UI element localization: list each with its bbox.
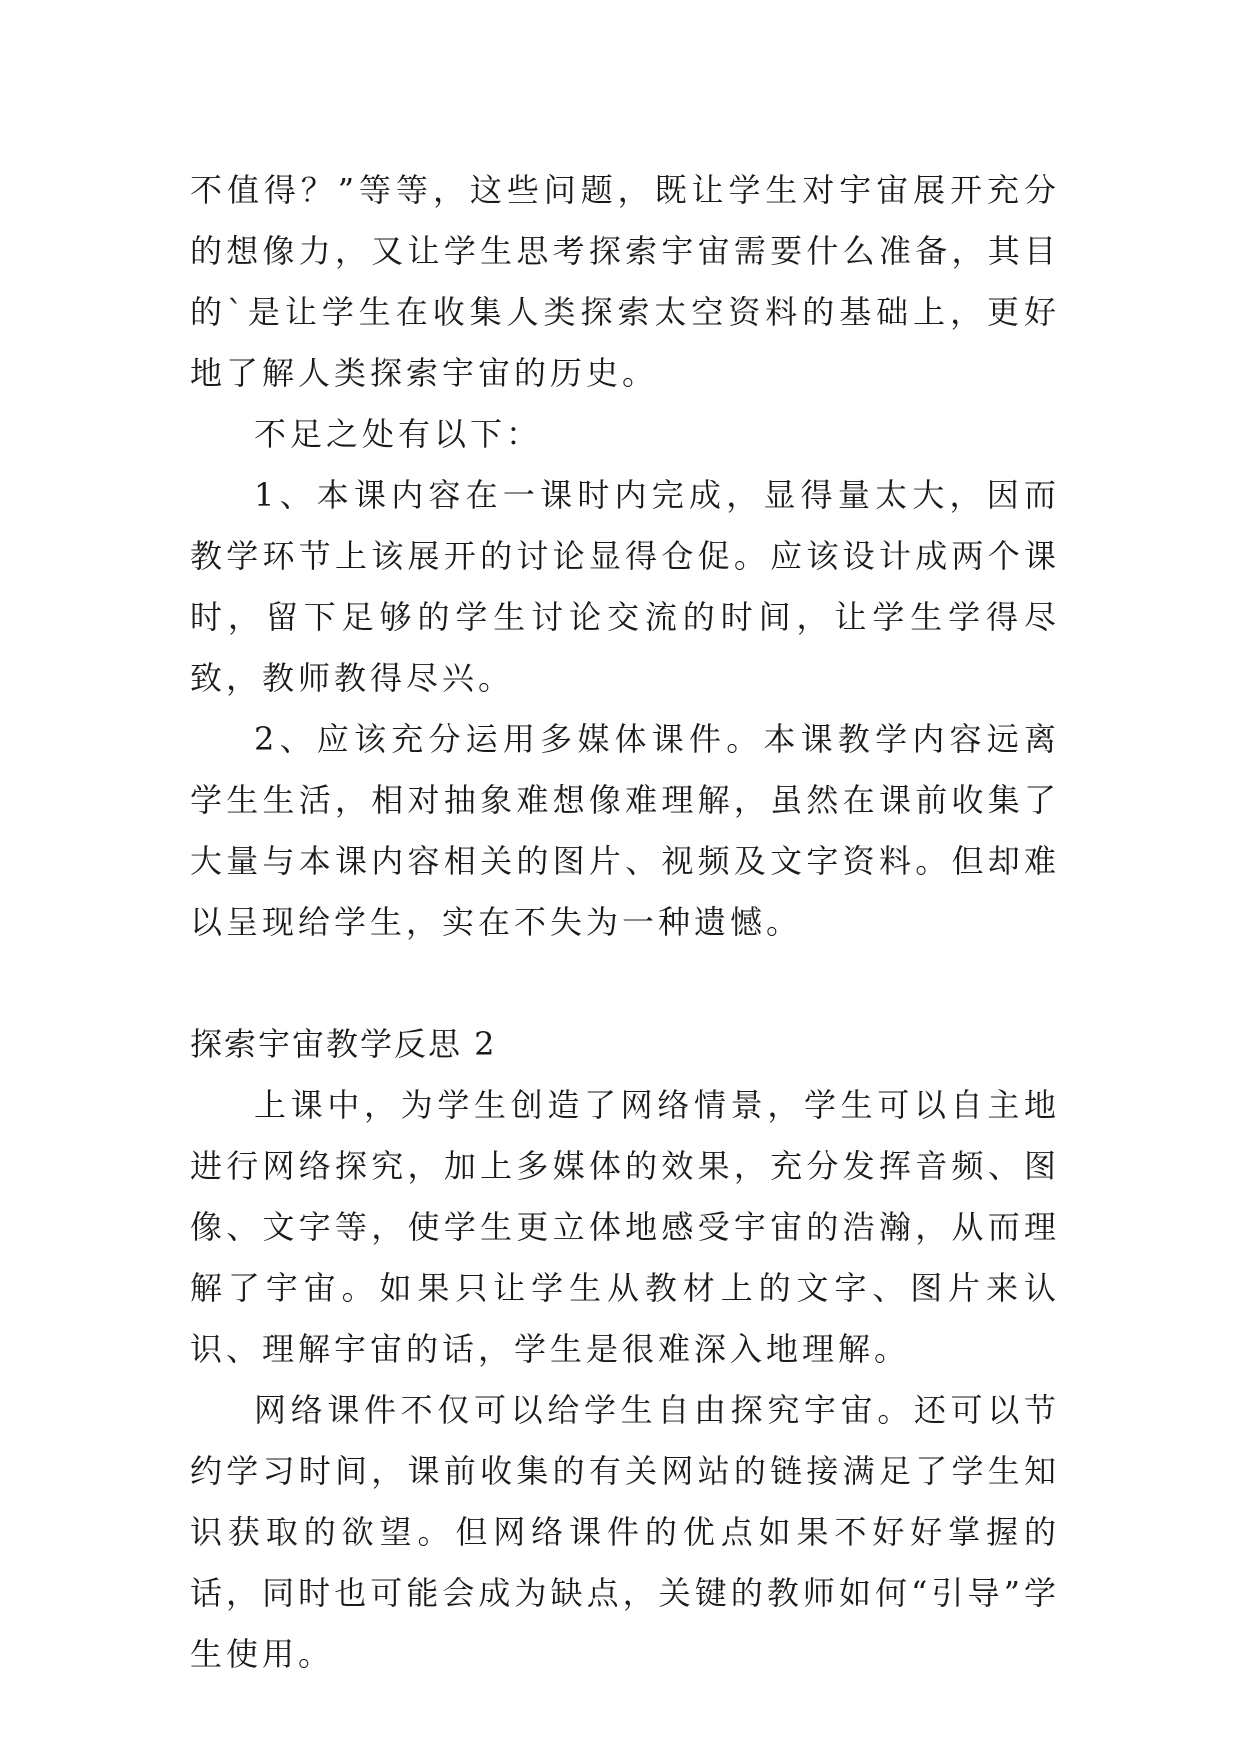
paragraph-network-scenario: 上课中，为学生创造了网络情景，学生可以自主地进行网络探究，加上多媒体的效果，充分发挥音频、图像、文字等，使学生更立体地感受宇宙的浩瀚，从而理解了宇宙。如果只让学生从教材上的文字、图片来认识、理解宇宙的话，学生是很难深入地理解。 [190, 1086, 1060, 1368]
paragraph-point-2: 2、应该充分运用多媒体课件。本课教学内容远离学生生活，相对抽象难想像难理解，虽然在课前收集了大量与本课内容相关的图片、视频及文字资料。但却难以呈现给学生，实在不失为一种遗憾。 [190, 720, 1060, 941]
paragraph-point-1: 1、本课内容在一课时内完成，显得量太大，因而教学环节上该展开的讨论显得仓促。应该设计成两个课时，留下足够的学生讨论交流的时间，让学生学得尽致，教师教得尽兴。 [190, 476, 1060, 697]
paragraph-shortcomings-intro: 不足之处有以下： [254, 415, 543, 453]
section-spacer [190, 953, 1060, 1014]
section-title: 探索宇宙教学反思 2 [190, 1025, 497, 1063]
paragraph-network-courseware: 网络课件不仅可以给学生自由探究宇宙。还可以节约学习时间，课前收集的有关网站的链接满足了学生知识获取的欲望。但网络课件的优点如果不好好掌握的话，同时也可能会成为缺点，关键的教师如何“引导”学生使用。 [190, 1391, 1060, 1673]
document-page [190, 160, 1060, 1685]
paragraph-continuation: 不值得？”等等，这些问题，既让学生对宇宙展开充分的想像力，又让学生思考探索宇宙需要什么准备，其目的`是让学生在收集人类探索太空资料的基础上，更好地了解人类探索宇宙的历史。 [190, 171, 1060, 392]
